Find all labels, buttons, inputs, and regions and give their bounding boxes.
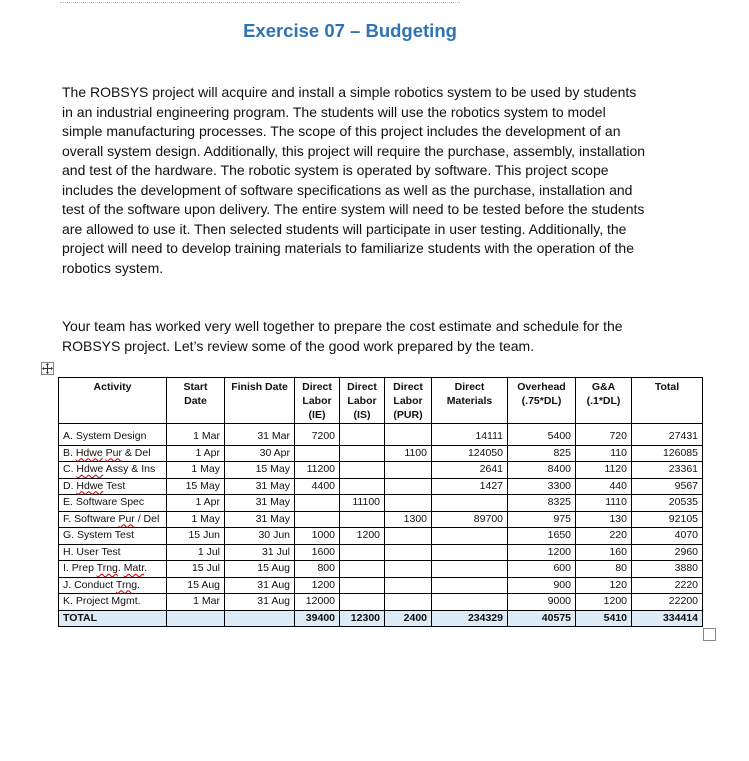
cell-labor-pur[interactable]: 1100 bbox=[385, 445, 432, 462]
total-cell-materials[interactable]: 234329 bbox=[432, 610, 508, 627]
cell-labor-is[interactable]: 1200 bbox=[340, 528, 385, 545]
cell-finish-date[interactable]: 31 Aug bbox=[225, 577, 295, 594]
total-cell-finish-date[interactable] bbox=[225, 610, 295, 627]
cell-ga[interactable]: 130 bbox=[576, 511, 632, 528]
cell-ga[interactable]: 120 bbox=[576, 577, 632, 594]
cell-labor-ie[interactable] bbox=[295, 445, 340, 462]
cell-labor-is[interactable] bbox=[340, 478, 385, 495]
total-cell-activity[interactable]: TOTAL bbox=[59, 610, 167, 627]
cell-overhead[interactable]: 825 bbox=[508, 445, 576, 462]
cell-overhead[interactable]: 3300 bbox=[508, 478, 576, 495]
cell-overhead[interactable]: 8400 bbox=[508, 462, 576, 479]
cell-labor-ie[interactable] bbox=[295, 511, 340, 528]
cell-overhead[interactable]: 9000 bbox=[508, 594, 576, 611]
cell-activity[interactable]: J. Conduct Trng. bbox=[59, 577, 167, 594]
cell-start-date[interactable]: 1 Mar bbox=[167, 424, 225, 446]
cell-total[interactable]: 27431 bbox=[632, 424, 703, 446]
total-cell-total[interactable]: 334414 bbox=[632, 610, 703, 627]
total-row bbox=[59, 610, 703, 627]
cell-labor-is[interactable] bbox=[340, 445, 385, 462]
cell-finish-date[interactable]: 30 Apr bbox=[225, 445, 295, 462]
header-labor-ie: Direct Labor (IE) bbox=[295, 378, 340, 424]
cell-finish-date[interactable]: 31 May bbox=[225, 478, 295, 495]
move-arrows-icon[interactable] bbox=[41, 362, 54, 375]
page-title: Exercise 07 – Budgeting bbox=[243, 20, 457, 41]
total-cell-start-date[interactable] bbox=[167, 610, 225, 627]
cell-ga[interactable]: 80 bbox=[576, 561, 632, 578]
cell-labor-ie[interactable]: 7200 bbox=[295, 424, 340, 446]
header-overhead: Overhead (.75*DL) bbox=[508, 378, 576, 424]
cell-total[interactable]: 23361 bbox=[632, 462, 703, 479]
cell-labor-ie[interactable]: 1600 bbox=[295, 544, 340, 561]
cell-labor-pur[interactable] bbox=[385, 478, 432, 495]
cell-labor-pur[interactable] bbox=[385, 424, 432, 446]
cell-finish-date[interactable]: 31 May bbox=[225, 495, 295, 512]
table-row bbox=[59, 561, 703, 578]
cell-materials[interactable] bbox=[432, 544, 508, 561]
total-cell-labor-ie[interactable]: 39400 bbox=[295, 610, 340, 627]
cell-overhead[interactable]: 900 bbox=[508, 577, 576, 594]
cell-materials[interactable]: 1427 bbox=[432, 478, 508, 495]
cell-labor-ie[interactable]: 1200 bbox=[295, 577, 340, 594]
cell-materials[interactable]: 89700 bbox=[432, 511, 508, 528]
header-start-date: Start Date bbox=[167, 378, 225, 424]
cell-labor-ie[interactable]: 4400 bbox=[295, 478, 340, 495]
header-labor-pur: Direct Labor (PUR) bbox=[385, 378, 432, 424]
cell-materials[interactable]: 2641 bbox=[432, 462, 508, 479]
cell-labor-is[interactable] bbox=[340, 577, 385, 594]
cell-overhead[interactable]: 975 bbox=[508, 511, 576, 528]
cell-start-date[interactable]: 1 Jul bbox=[167, 544, 225, 561]
cell-activity[interactable]: C. Hdwe Assy & Ins bbox=[59, 462, 167, 479]
cell-start-date[interactable]: 1 Apr bbox=[167, 495, 225, 512]
cell-labor-ie[interactable]: 1000 bbox=[295, 528, 340, 545]
cell-ga[interactable]: 1110 bbox=[576, 495, 632, 512]
table-row bbox=[59, 424, 703, 446]
cell-ga[interactable]: 160 bbox=[576, 544, 632, 561]
cell-materials[interactable] bbox=[432, 577, 508, 594]
total-cell-labor-is[interactable]: 12300 bbox=[340, 610, 385, 627]
cell-materials[interactable]: 124050 bbox=[432, 445, 508, 462]
cell-total[interactable]: 2960 bbox=[632, 544, 703, 561]
cell-start-date[interactable]: 15 Jul bbox=[167, 561, 225, 578]
resize-handle-icon[interactable] bbox=[703, 628, 716, 641]
cell-start-date[interactable]: 15 Aug bbox=[167, 577, 225, 594]
cell-ga[interactable]: 440 bbox=[576, 478, 632, 495]
cell-ga[interactable]: 720 bbox=[576, 424, 632, 446]
cell-ga[interactable]: 1200 bbox=[576, 594, 632, 611]
cell-activity[interactable]: F. Software Pur / Del bbox=[59, 511, 167, 528]
table-row bbox=[59, 462, 703, 479]
header-row bbox=[59, 378, 703, 424]
cell-labor-is[interactable]: 11100 bbox=[340, 495, 385, 512]
cell-start-date[interactable]: 1 Mar bbox=[167, 594, 225, 611]
cell-labor-pur[interactable] bbox=[385, 577, 432, 594]
cell-overhead[interactable]: 1650 bbox=[508, 528, 576, 545]
cell-finish-date[interactable]: 15 Aug bbox=[225, 561, 295, 578]
cell-labor-pur[interactable] bbox=[385, 462, 432, 479]
cell-finish-date[interactable]: 30 Jun bbox=[225, 528, 295, 545]
cell-labor-pur[interactable] bbox=[385, 528, 432, 545]
cell-total[interactable]: 20535 bbox=[632, 495, 703, 512]
cell-labor-ie[interactable]: 12000 bbox=[295, 594, 340, 611]
cell-finish-date[interactable]: 31 Mar bbox=[225, 424, 295, 446]
cell-labor-pur[interactable] bbox=[385, 561, 432, 578]
table-row bbox=[59, 577, 703, 594]
cell-materials[interactable] bbox=[432, 495, 508, 512]
cell-materials[interactable] bbox=[432, 561, 508, 578]
cell-activity[interactable]: B. Hdwe Pur & Del bbox=[59, 445, 167, 462]
cell-labor-ie[interactable]: 800 bbox=[295, 561, 340, 578]
cell-overhead[interactable]: 600 bbox=[508, 561, 576, 578]
table-row bbox=[59, 445, 703, 462]
cell-ga[interactable]: 220 bbox=[576, 528, 632, 545]
budget-table[interactable] bbox=[58, 377, 703, 627]
cell-materials[interactable]: 14111 bbox=[432, 424, 508, 446]
table-row bbox=[59, 478, 703, 495]
header-activity: Activity bbox=[59, 378, 167, 424]
cell-activity[interactable]: K. Project Mgmt. bbox=[59, 594, 167, 611]
cell-labor-is[interactable] bbox=[340, 424, 385, 446]
table-row bbox=[59, 511, 703, 528]
cell-finish-date[interactable]: 15 May bbox=[225, 462, 295, 479]
total-cell-labor-pur[interactable]: 2400 bbox=[385, 610, 432, 627]
cell-total[interactable]: 4070 bbox=[632, 528, 703, 545]
header-labor-is: Direct Labor (IS) bbox=[340, 378, 385, 424]
cell-materials[interactable] bbox=[432, 594, 508, 611]
cell-labor-pur[interactable]: 1300 bbox=[385, 511, 432, 528]
cell-start-date[interactable]: 1 Apr bbox=[167, 445, 225, 462]
intro-paragraph[interactable]: The ROBSYS project will acquire and install a simple robotics system to be used by students in an industrial engineering program. The students will use the robotics system to model simple manufacturing processes. The scope of this project includes the development of an overall system design. Additionally, this project will require the purchase, assembly, installation and test of the hardware. The robotic system is operated by software. This project scope includes the development of software specifications as well as the purchase, installation and test of the software upon delivery. The entire system will need to be tested before the students are allowed to use it. Then selected students will participate in user testing. Additionally, the project will need to develop training materials to familiarize students with the operation of the robotics system. bbox=[62, 84, 646, 276]
cell-overhead[interactable]: 1200 bbox=[508, 544, 576, 561]
cell-start-date[interactable]: 1 May bbox=[167, 511, 225, 528]
cell-activity[interactable]: H. User Test bbox=[59, 544, 167, 561]
cell-overhead[interactable]: 8325 bbox=[508, 495, 576, 512]
cell-activity[interactable]: D. Hdwe Test bbox=[59, 478, 167, 495]
cell-finish-date[interactable]: 31 May bbox=[225, 511, 295, 528]
cell-total[interactable]: 92105 bbox=[632, 511, 703, 528]
table-row bbox=[59, 528, 703, 545]
cell-total[interactable]: 3880 bbox=[632, 561, 703, 578]
total-cell-overhead[interactable]: 40575 bbox=[508, 610, 576, 627]
cell-labor-is[interactable] bbox=[340, 544, 385, 561]
cell-labor-is[interactable] bbox=[340, 594, 385, 611]
cell-start-date[interactable]: 15 Jun bbox=[167, 528, 225, 545]
review-paragraph[interactable]: Your team has worked very well together to prepare the cost estimate and schedule for the ROBSYS project. Let’s review some of the good work prepared by the team. bbox=[62, 318, 623, 354]
cell-activity[interactable]: A. System Design bbox=[59, 424, 167, 446]
cell-total[interactable]: 2220 bbox=[632, 577, 703, 594]
cell-labor-is[interactable] bbox=[340, 462, 385, 479]
cell-activity[interactable]: I. Prep Trng. Matr. bbox=[59, 561, 167, 578]
cell-start-date[interactable]: 15 May bbox=[167, 478, 225, 495]
cell-finish-date[interactable]: 31 Jul bbox=[225, 544, 295, 561]
cell-activity[interactable]: E. Software Spec bbox=[59, 495, 167, 512]
cell-labor-pur[interactable] bbox=[385, 495, 432, 512]
total-cell-ga[interactable]: 5410 bbox=[576, 610, 632, 627]
header-ga: G&A (.1*DL) bbox=[576, 378, 632, 424]
cell-total[interactable]: 9567 bbox=[632, 478, 703, 495]
table-row bbox=[59, 544, 703, 561]
header-materials: Direct Materials bbox=[432, 378, 508, 424]
previous-page-remnant bbox=[60, 0, 460, 3]
cell-ga[interactable]: 1120 bbox=[576, 462, 632, 479]
cell-labor-is[interactable] bbox=[340, 511, 385, 528]
header-finish-date: Finish Date bbox=[225, 378, 295, 424]
cell-labor-ie[interactable] bbox=[295, 495, 340, 512]
cell-total[interactable]: 126085 bbox=[632, 445, 703, 462]
cell-labor-ie[interactable]: 11200 bbox=[295, 462, 340, 479]
cell-ga[interactable]: 110 bbox=[576, 445, 632, 462]
cell-start-date[interactable]: 1 May bbox=[167, 462, 225, 479]
cell-labor-pur[interactable] bbox=[385, 594, 432, 611]
cell-activity[interactable]: G. System Test bbox=[59, 528, 167, 545]
cell-overhead[interactable]: 5400 bbox=[508, 424, 576, 446]
header-total: Total bbox=[632, 378, 703, 424]
table-row bbox=[59, 594, 703, 611]
table-row bbox=[59, 495, 703, 512]
cell-finish-date[interactable]: 31 Aug bbox=[225, 594, 295, 611]
cell-labor-pur[interactable] bbox=[385, 544, 432, 561]
cell-labor-is[interactable] bbox=[340, 561, 385, 578]
cell-materials[interactable] bbox=[432, 528, 508, 545]
cell-total[interactable]: 22200 bbox=[632, 594, 703, 611]
